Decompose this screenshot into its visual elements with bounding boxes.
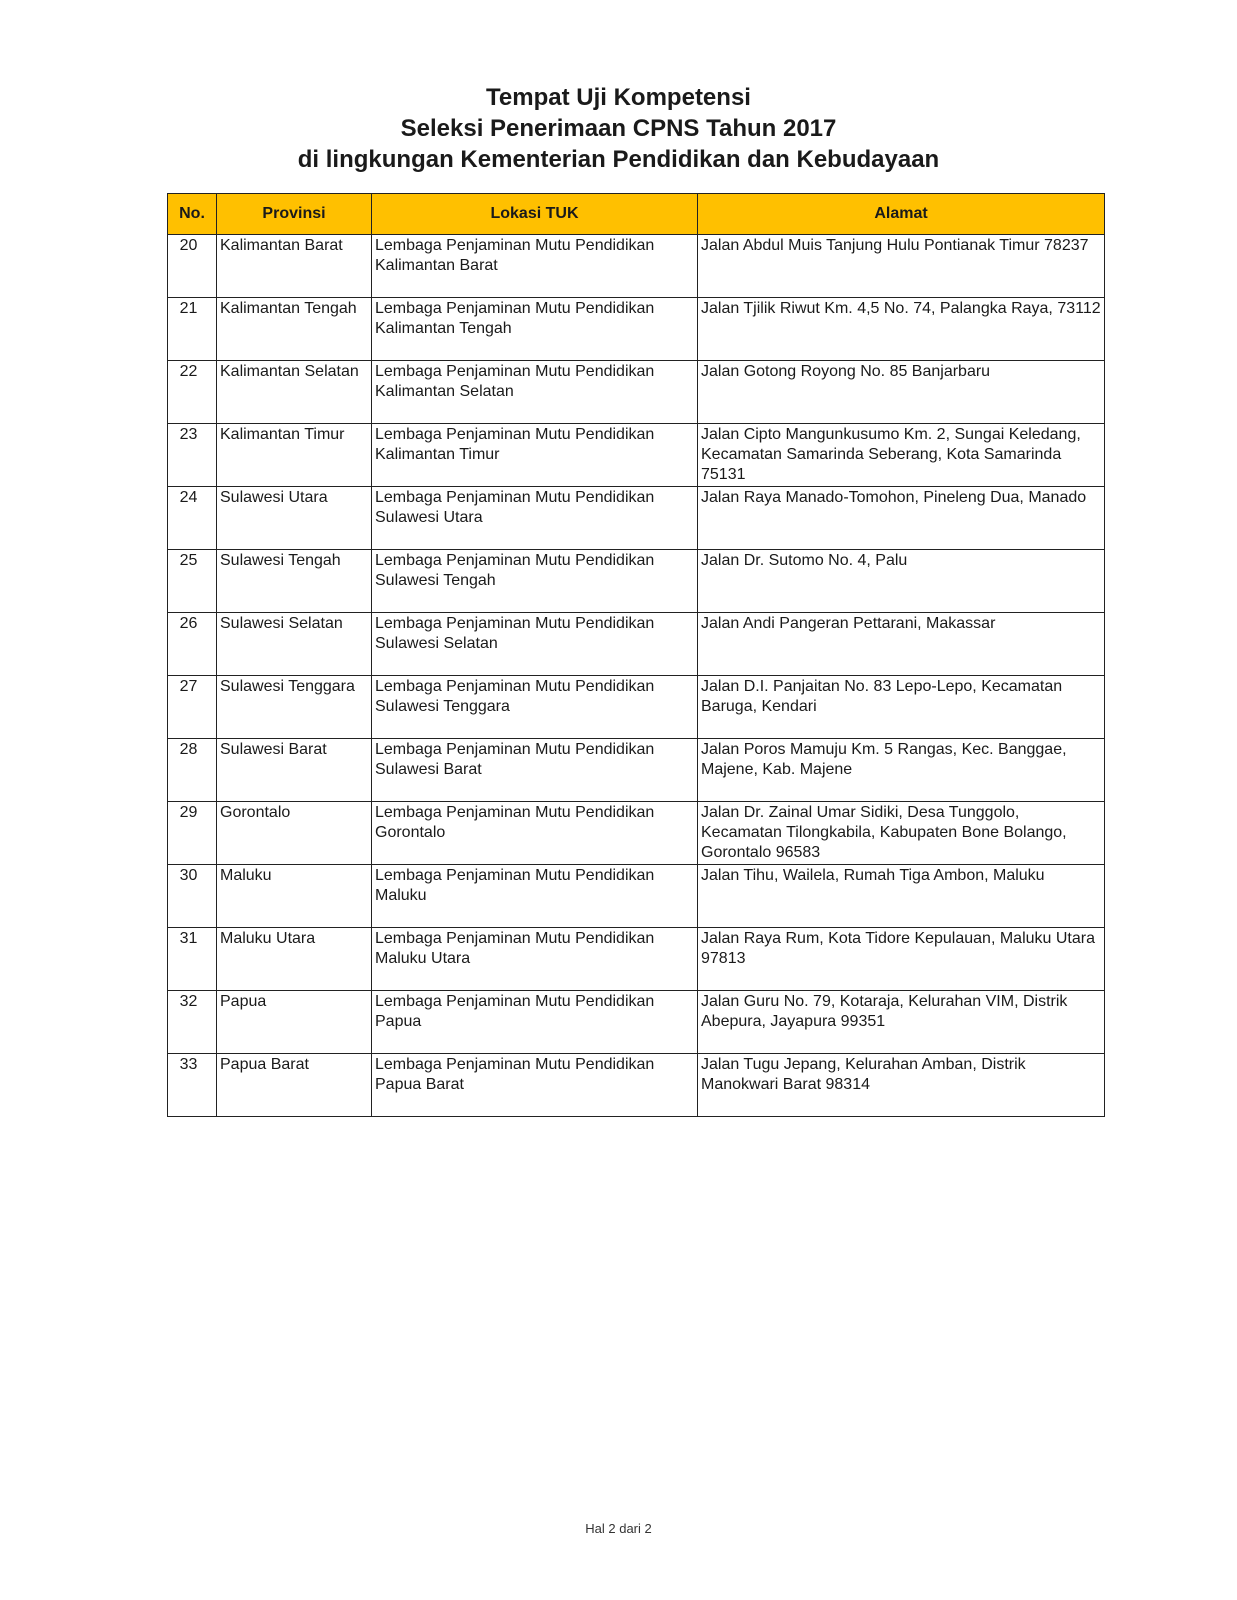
cell-no: 28 — [168, 739, 217, 802]
cell-alamat: Jalan Andi Pangeran Pettarani, Makassar — [698, 613, 1105, 676]
cell-no: 23 — [168, 424, 217, 487]
cell-alamat: Jalan Poros Mamuju Km. 5 Rangas, Kec. Banggae, Majene, Kab. Majene — [698, 739, 1105, 802]
table-row — [168, 928, 1105, 991]
cell-alamat: Jalan Tjilik Riwut Km. 4,5 No. 74, Palangka Raya, 73112 — [698, 298, 1105, 361]
document-title — [0, 82, 1237, 175]
table-row — [168, 865, 1105, 928]
cell-no: 24 — [168, 487, 217, 550]
table-row — [168, 550, 1105, 613]
cell-alamat: Jalan Raya Rum, Kota Tidore Kepulauan, Maluku Utara 97813 — [698, 928, 1105, 991]
title-line-1: Tempat Uji Kompetensi — [486, 84, 751, 111]
table-header-row — [168, 194, 1105, 235]
cell-lokasi: Lembaga Penjaminan Mutu Pendidikan Sulawesi Tengah — [372, 550, 698, 613]
cell-provinsi: Gorontalo — [217, 802, 372, 865]
page-number-footer: Hal 2 dari 2 — [585, 1521, 652, 1536]
cell-no: 22 — [168, 361, 217, 424]
cell-provinsi: Papua Barat — [217, 1054, 372, 1117]
cell-lokasi: Lembaga Penjaminan Mutu Pendidikan Kalimantan Tengah — [372, 298, 698, 361]
cell-no: 33 — [168, 1054, 217, 1117]
cell-provinsi: Sulawesi Selatan — [217, 613, 372, 676]
cell-lokasi: Lembaga Penjaminan Mutu Pendidikan Kalimantan Selatan — [372, 361, 698, 424]
cell-provinsi: Sulawesi Tengah — [217, 550, 372, 613]
cell-no: 31 — [168, 928, 217, 991]
header-lokasi-tuk: Lokasi TUK — [372, 194, 698, 235]
table-row — [168, 424, 1105, 487]
cell-provinsi: Maluku Utara — [217, 928, 372, 991]
cell-provinsi: Kalimantan Tengah — [217, 298, 372, 361]
cell-provinsi: Sulawesi Tenggara — [217, 676, 372, 739]
table-row — [168, 1054, 1105, 1117]
cell-no: 27 — [168, 676, 217, 739]
cell-alamat: Jalan Tihu, Wailela, Rumah Tiga Ambon, Maluku — [698, 865, 1105, 928]
table-row — [168, 739, 1105, 802]
cell-no: 20 — [168, 235, 217, 298]
table-row — [168, 802, 1105, 865]
table-row — [168, 298, 1105, 361]
cell-provinsi: Sulawesi Barat — [217, 739, 372, 802]
cell-provinsi: Maluku — [217, 865, 372, 928]
cell-lokasi: Lembaga Penjaminan Mutu Pendidikan Sulawesi Tenggara — [372, 676, 698, 739]
table-row — [168, 991, 1105, 1054]
table-row — [168, 361, 1105, 424]
cell-alamat: Jalan Gotong Royong No. 85 Banjarbaru — [698, 361, 1105, 424]
header-provinsi: Provinsi — [217, 194, 372, 235]
cell-alamat: Jalan Dr. Zainal Umar Sidiki, Desa Tunggolo, Kecamatan Tilongkabila, Kabupaten Bone Bolango, Gorontalo 96583 — [698, 802, 1105, 865]
cell-no: 26 — [168, 613, 217, 676]
cell-provinsi: Papua — [217, 991, 372, 1054]
table-row — [168, 613, 1105, 676]
header-alamat: Alamat — [698, 194, 1105, 235]
cell-no: 29 — [168, 802, 217, 865]
cell-alamat: Jalan Cipto Mangunkusumo Km. 2, Sungai Keledang, Kecamatan Samarinda Seberang, Kota Samarinda 75131 — [698, 424, 1105, 487]
cell-lokasi: Lembaga Penjaminan Mutu Pendidikan Gorontalo — [372, 802, 698, 865]
cell-lokasi: Lembaga Penjaminan Mutu Pendidikan Maluku — [372, 865, 698, 928]
table-row — [168, 235, 1105, 298]
cell-alamat: Jalan D.I. Panjaitan No. 83 Lepo-Lepo, Kecamatan Baruga, Kendari — [698, 676, 1105, 739]
cell-lokasi: Lembaga Penjaminan Mutu Pendidikan Maluku Utara — [372, 928, 698, 991]
cell-no: 21 — [168, 298, 217, 361]
cell-no: 32 — [168, 991, 217, 1054]
cell-provinsi: Kalimantan Barat — [217, 235, 372, 298]
header-no: No. — [168, 194, 217, 235]
cell-provinsi: Sulawesi Utara — [217, 487, 372, 550]
title-line-3: di lingkungan Kementerian Pendidikan dan Kebudayaan — [297, 146, 940, 173]
cell-lokasi: Lembaga Penjaminan Mutu Pendidikan Papua — [372, 991, 698, 1054]
cell-alamat: Jalan Dr. Sutomo No. 4, Palu — [698, 550, 1105, 613]
cell-lokasi: Lembaga Penjaminan Mutu Pendidikan Papua Barat — [372, 1054, 698, 1117]
cell-lokasi: Lembaga Penjaminan Mutu Pendidikan Sulawesi Utara — [372, 487, 698, 550]
title-line-2: Seleksi Penerimaan CPNS Tahun 2017 — [400, 115, 837, 142]
cell-provinsi: Kalimantan Timur — [217, 424, 372, 487]
table-row — [168, 676, 1105, 739]
cell-alamat: Jalan Abdul Muis Tanjung Hulu Pontianak Timur 78237 — [698, 235, 1105, 298]
cell-provinsi: Kalimantan Selatan — [217, 361, 372, 424]
cell-no: 30 — [168, 865, 217, 928]
tuk-table — [167, 193, 1105, 1117]
table-row — [168, 487, 1105, 550]
cell-lokasi: Lembaga Penjaminan Mutu Pendidikan Sulawesi Selatan — [372, 613, 698, 676]
cell-alamat: Jalan Raya Manado-Tomohon, Pineleng Dua, Manado — [698, 487, 1105, 550]
cell-lokasi: Lembaga Penjaminan Mutu Pendidikan Kalimantan Barat — [372, 235, 698, 298]
cell-lokasi: Lembaga Penjaminan Mutu Pendidikan Kalimantan Timur — [372, 424, 698, 487]
cell-alamat: Jalan Tugu Jepang, Kelurahan Amban, Distrik Manokwari Barat 98314 — [698, 1054, 1105, 1117]
cell-alamat: Jalan Guru No. 79, Kotaraja, Kelurahan VIM, Distrik Abepura, Jayapura 99351 — [698, 991, 1105, 1054]
cell-lokasi: Lembaga Penjaminan Mutu Pendidikan Sulawesi Barat — [372, 739, 698, 802]
cell-no: 25 — [168, 550, 217, 613]
